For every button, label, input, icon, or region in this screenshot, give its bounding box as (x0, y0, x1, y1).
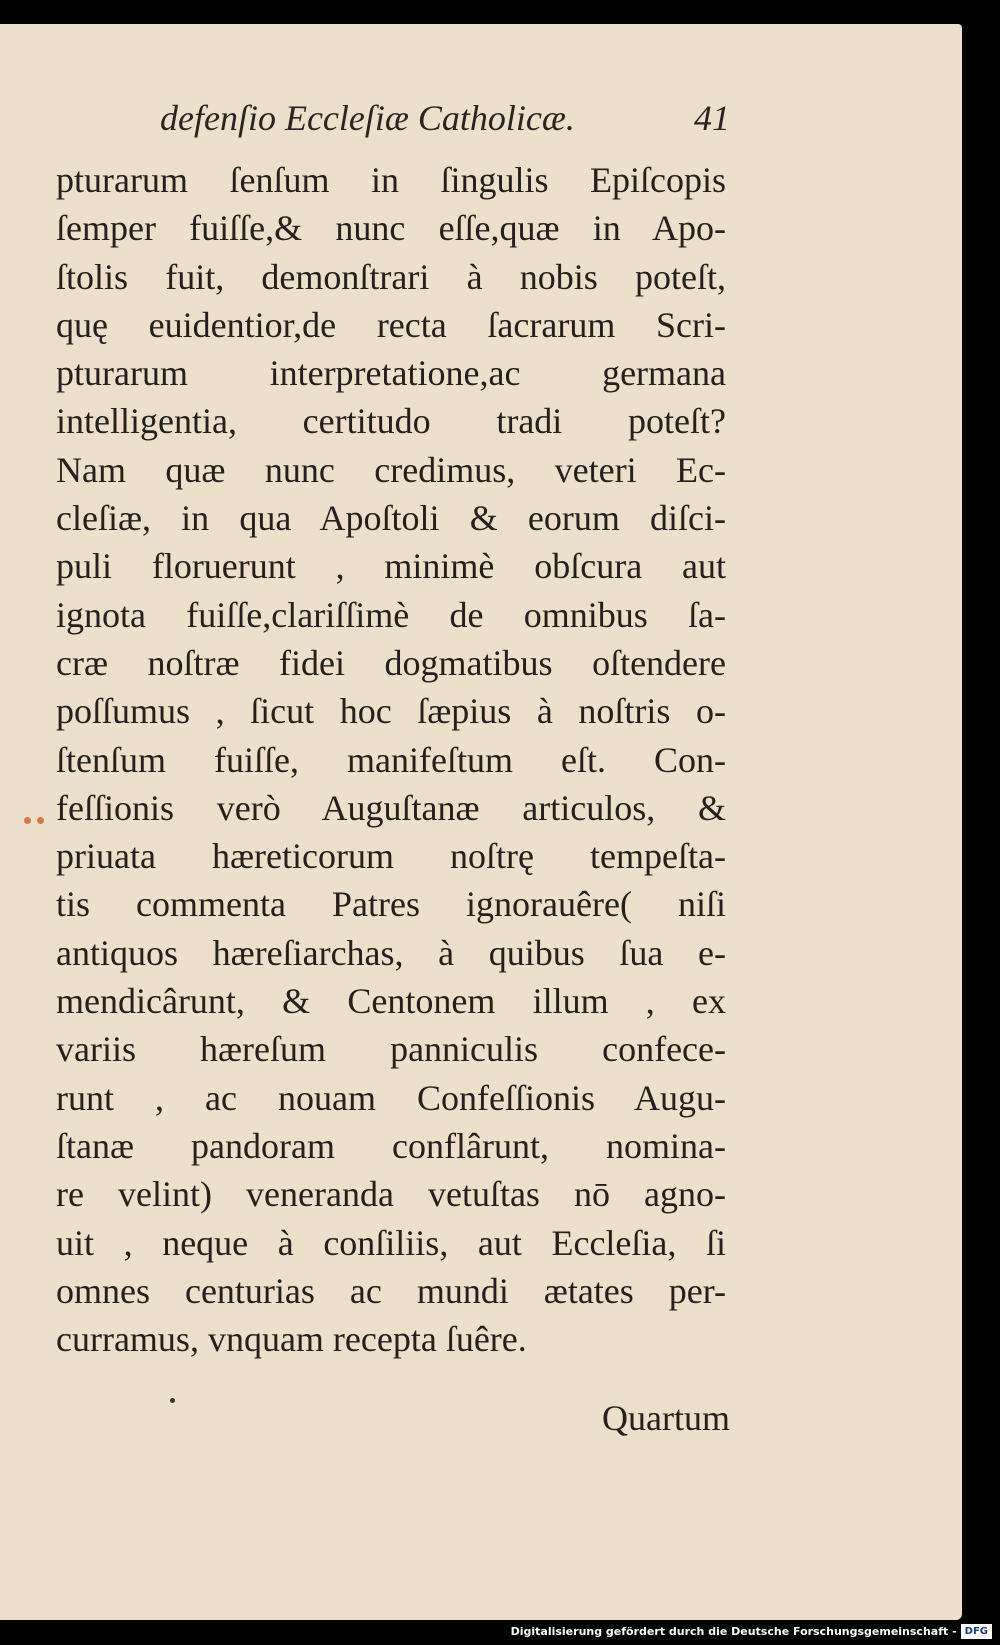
text-line: priuata hæreticorum noſtrę tempeſta- (56, 836, 726, 877)
ink-spot-icon (170, 1398, 175, 1403)
text-line: mendicârunt, & Centonem illum , ex (56, 981, 726, 1022)
text-line: ignota fuiſſe,clariſſimè de omnibus ſa- (56, 594, 726, 635)
text-line: pturarum interpretatione,ac germana (56, 353, 726, 394)
text-line: puli floruerunt , minimè obſcura aut (56, 546, 726, 587)
text-line: ſemper fuiſſe,& nunc eſſe,quæ in Apo- (56, 208, 726, 249)
body-text (56, 156, 726, 1363)
text-line: variis hæreſum panniculis confece- (56, 1029, 726, 1070)
text-line: re velint) veneranda vetuſtas nō agno- (56, 1174, 726, 1215)
credit-text: Digitalisierung gefördert durch die Deutsche Forschungsgemeinschaft - (510, 1624, 957, 1638)
text-line: ſtolis fuit, demonſtrari à nobis poteſt, (56, 256, 726, 297)
text-line: pturarum ſenſum in ſingulis Epiſcopis (56, 160, 726, 200)
text-line: tis commenta Patres ignorauêre( niſi (56, 884, 726, 925)
text-line: ſtanæ pandoram conflârunt, nomina- (56, 1125, 726, 1166)
text-line: poſſumus , ſicut hoc ſæpius à noſtris o- (56, 691, 726, 732)
text-line: curramus, vnquam recepta ſuêre. (56, 1319, 527, 1360)
text-line: runt , ac nouam Confeſſionis Augu- (56, 1077, 726, 1118)
text-line: cleſiæ, in qua Apoſtoli & eorum diſci- (56, 498, 726, 539)
text-line: ſtenſum fuiſſe, manifeſtum eſt. Con- (56, 739, 726, 780)
text-line: feſſionis verò Auguſtanæ articulos, & (56, 787, 726, 828)
dfg-logo: DFG (961, 1624, 992, 1639)
text-line: omnes centurias ac mundi ætates per- (56, 1270, 726, 1311)
page-number: 41 (694, 98, 730, 138)
digitization-credit (511, 1623, 992, 1639)
text-line: uit , neque à conſiliis, aut Eccleſia, ſi (56, 1222, 726, 1263)
margin-mark-icon (24, 815, 50, 825)
text-line: intelligentia, certitudo tradi poteſt? (56, 401, 726, 442)
text-line: Nam quæ nunc credimus, veteri Ec- (56, 449, 726, 490)
text-line: quę euidentior,de recta ſacrarum Scri- (56, 304, 726, 345)
text-line: cræ noſtræ fidei dogmatibus oſtendere (56, 642, 726, 683)
running-head (160, 96, 730, 146)
text-line: antiquos hæreſiarchas, à quibus ſua e- (56, 932, 726, 973)
running-head-title: defenſio Eccleſiæ Catholicæ. (160, 98, 575, 138)
catchword: Quartum (602, 1398, 730, 1438)
